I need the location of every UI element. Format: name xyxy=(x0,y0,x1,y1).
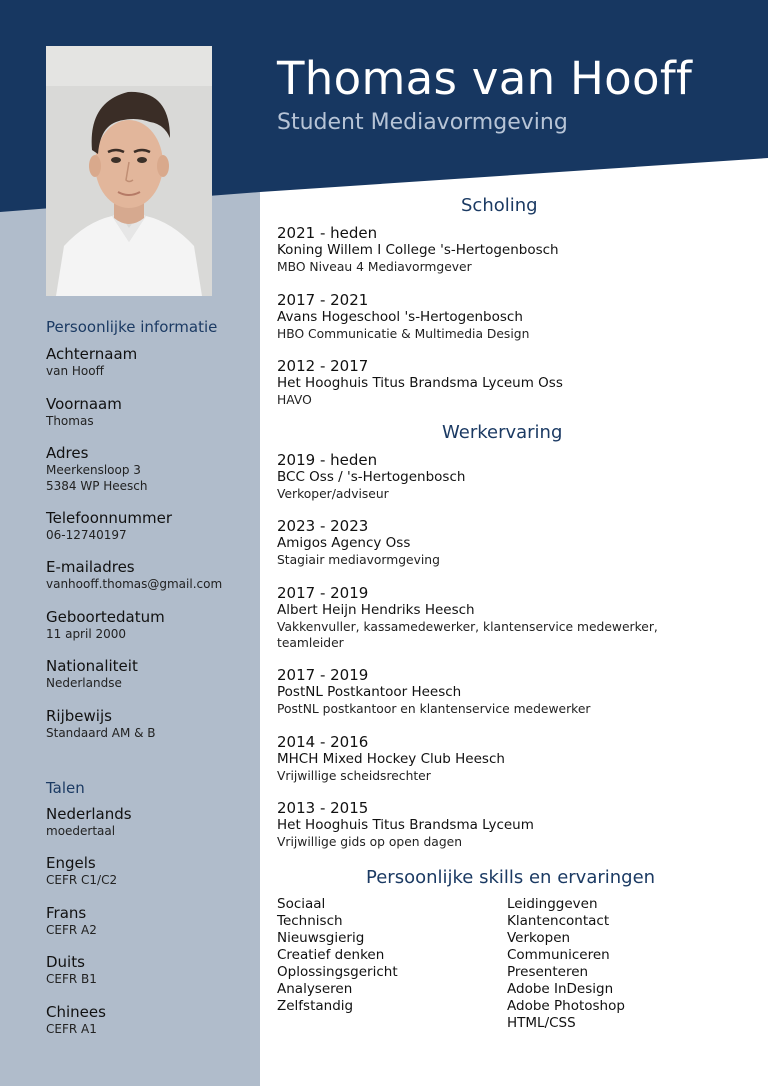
skill-item: Nieuwsgierig xyxy=(277,930,365,946)
entry-description: MBO Niveau 4 Mediavormgever xyxy=(277,260,472,274)
personal-item-lastname xyxy=(46,346,256,379)
language-label: Frans xyxy=(46,904,87,922)
skill-item: Adobe Photoshop xyxy=(507,998,625,1014)
work-entry xyxy=(277,799,747,850)
language-level: CEFR A2 xyxy=(46,923,97,937)
entry-period: 2017 - 2019 xyxy=(277,666,369,684)
education-heading: Scholing xyxy=(461,195,538,216)
skill-item: Presenteren xyxy=(507,964,589,980)
entry-period: 2019 - heden xyxy=(277,451,378,469)
language-item-german xyxy=(46,954,256,987)
entry-period: 2021 - heden xyxy=(277,224,378,242)
skill-item: Sociaal xyxy=(277,896,326,912)
language-label: Chinees xyxy=(46,1003,106,1021)
skill-item: Communiceren xyxy=(507,947,610,963)
personal-item-value: vanhooff.thomas@gmail.com xyxy=(46,577,223,591)
skill-item: Technisch xyxy=(277,913,343,929)
personal-item-label: Geboortedatum xyxy=(46,608,165,626)
skill-item: Oplossingsgericht xyxy=(277,964,398,980)
personal-item-value: Thomas xyxy=(46,414,94,428)
entry-description: Verkoper/adviseur xyxy=(277,487,389,501)
entry-title: BCC Oss / 's-Hertogenbosch xyxy=(277,469,466,485)
entry-period: 2023 - 2023 xyxy=(277,517,369,535)
languages-heading: Talen xyxy=(46,779,85,797)
personal-item-birthdate xyxy=(46,609,256,642)
education-entry xyxy=(277,291,747,342)
entry-description: Vakkenvuller, kassamedewerker, klantenservice medewerker, teamleider xyxy=(277,620,658,650)
personal-item-label: E-mailadres xyxy=(46,558,135,576)
skills-list-left xyxy=(277,896,398,1015)
profile-photo xyxy=(46,46,212,296)
entry-description: Vrijwillige scheidsrechter xyxy=(277,769,431,783)
language-item-english xyxy=(46,855,256,888)
skill-item: Zelfstandig xyxy=(277,998,354,1014)
language-label: Engels xyxy=(46,854,96,872)
skill-item: Verkopen xyxy=(507,930,571,946)
work-entry xyxy=(277,451,747,502)
personal-item-label: Rijbewijs xyxy=(46,707,112,725)
skill-item: Adobe InDesign xyxy=(507,981,614,997)
personal-item-phone xyxy=(46,510,256,543)
work-entry xyxy=(277,584,667,651)
full-name: Thomas van Hooff xyxy=(277,52,693,105)
entry-period: 2012 - 2017 xyxy=(277,357,369,375)
entry-title: Het Hooghuis Titus Brandsma Lyceum xyxy=(277,817,534,833)
profile-photo-image xyxy=(46,46,212,296)
entry-description: Stagiair mediavormgeving xyxy=(277,553,440,567)
personal-item-label: Telefoonnummer xyxy=(46,509,173,527)
entry-period: 2013 - 2015 xyxy=(277,799,369,817)
entry-title: Amigos Agency Oss xyxy=(277,535,411,551)
entry-description: HBO Communicatie & Multimedia Design xyxy=(277,327,530,341)
entry-title: MHCH Mixed Hockey Club Heesch xyxy=(277,751,505,767)
personal-item-value: 06-12740197 xyxy=(46,528,127,542)
entry-description: HAVO xyxy=(277,393,312,407)
entry-title: Albert Heijn Hendriks Heesch xyxy=(277,602,475,618)
work-entry xyxy=(277,733,747,784)
personal-item-email xyxy=(46,559,256,592)
education-entry xyxy=(277,357,747,408)
language-item-french xyxy=(46,905,256,938)
personal-item-value: 5384 WP Heesch xyxy=(46,479,148,493)
language-label: Duits xyxy=(46,953,85,971)
entry-period: 2014 - 2016 xyxy=(277,733,369,751)
language-level: CEFR C1/C2 xyxy=(46,873,118,887)
personal-item-nationality xyxy=(46,658,256,691)
personal-item-value: Standaard AM & B xyxy=(46,726,156,740)
skill-item: HTML/CSS xyxy=(507,1015,576,1031)
entry-description: Vrijwillige gids op open dagen xyxy=(277,835,462,849)
language-level: moedertaal xyxy=(46,824,116,838)
skills-heading: Persoonlijke skills en ervaringen xyxy=(366,867,656,888)
personal-item-label: Nationaliteit xyxy=(46,657,138,675)
personal-info-heading: Persoonlijke informatie xyxy=(46,318,218,336)
entry-description: PostNL postkantoor en klantenservice medewerker xyxy=(277,702,591,716)
personal-item-firstname xyxy=(46,396,256,429)
work-entry xyxy=(277,666,747,717)
personal-item-value: Nederlandse xyxy=(46,676,122,690)
personal-item-value: van Hooff xyxy=(46,364,104,378)
skill-item: Klantencontact xyxy=(507,913,610,929)
entry-period: 2017 - 2019 xyxy=(277,584,369,602)
entry-title: Koning Willem I College 's-Hertogenbosch xyxy=(277,242,559,258)
personal-item-value: Meerkensloop 3 xyxy=(46,463,141,477)
entry-title: Avans Hogeschool 's-Hertogenbosch xyxy=(277,309,523,325)
skills-list-right xyxy=(507,896,625,1032)
language-level: CEFR A1 xyxy=(46,1022,97,1036)
language-level: CEFR B1 xyxy=(46,972,97,986)
entry-period: 2017 - 2021 xyxy=(277,291,369,309)
language-item-chinese xyxy=(46,1004,256,1037)
personal-item-license xyxy=(46,708,256,741)
work-entry xyxy=(277,517,747,568)
personal-item-label: Adres xyxy=(46,444,89,462)
language-label: Nederlands xyxy=(46,805,132,823)
personal-item-label: Achternaam xyxy=(46,345,138,363)
work-heading: Werkervaring xyxy=(442,422,563,443)
job-subtitle: Student Mediavormgeving xyxy=(277,110,568,135)
personal-item-label: Voornaam xyxy=(46,395,122,413)
education-entry xyxy=(277,224,747,275)
entry-title: Het Hooghuis Titus Brandsma Lyceum Oss xyxy=(277,375,563,391)
language-item-dutch xyxy=(46,806,256,839)
skill-item: Creatief denken xyxy=(277,947,385,963)
skill-item: Analyseren xyxy=(277,981,353,997)
skill-item: Leidinggeven xyxy=(507,896,598,912)
personal-item-value: 11 april 2000 xyxy=(46,627,127,641)
personal-item-address xyxy=(46,445,256,494)
entry-title: PostNL Postkantoor Heesch xyxy=(277,684,462,700)
